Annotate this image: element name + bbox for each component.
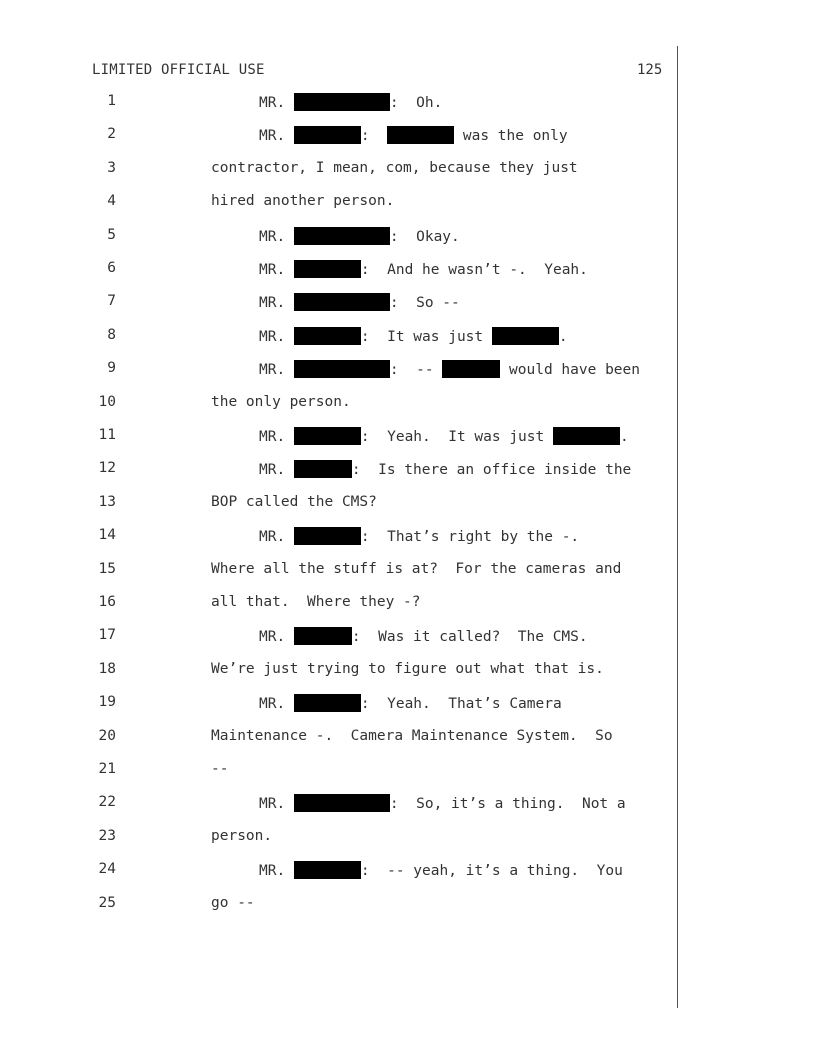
text-segment: MR. (259, 629, 294, 646)
redaction-box (492, 327, 559, 345)
text-segment: person. (211, 827, 273, 844)
line-number: 17 (98, 627, 116, 644)
transcript-line (0, 694, 816, 716)
text-segment: contractor, I mean, com, because they just (211, 159, 578, 176)
line-number: 1 (107, 93, 116, 109)
transcript-line (0, 661, 816, 683)
line-text (259, 694, 562, 712)
text-segment: MR. (259, 262, 294, 278)
text-segment: : Is there an office inside the (351, 462, 632, 479)
line-number: 5 (107, 226, 116, 243)
redaction-box (294, 360, 390, 378)
line-number: 14 (98, 527, 116, 544)
line-text (211, 828, 272, 844)
transcript-line (0, 93, 816, 115)
redaction-box (294, 527, 361, 545)
line-number: 12 (98, 460, 116, 477)
text-segment: all that. Where they -? (211, 594, 421, 610)
text-segment: Where all the stuff is at? For the cameras and (211, 560, 622, 577)
line-text (259, 327, 568, 345)
transcript-line (0, 360, 816, 382)
text-segment: MR. (259, 696, 294, 713)
text-segment: was the only (454, 128, 568, 145)
redaction-box (294, 260, 361, 278)
transcript-line (0, 160, 816, 182)
text-segment: : It was just (360, 328, 492, 345)
page-number: 125 (637, 62, 663, 78)
text-segment: : Was it called? The CMS. (351, 629, 588, 646)
redaction-box (294, 794, 390, 812)
text-segment: : And he wasn’t -. Yeah. (360, 262, 588, 278)
line-number: 22 (98, 794, 116, 811)
line-number: 9 (107, 360, 116, 377)
redaction-box (294, 627, 352, 645)
redaction-box (294, 327, 361, 345)
line-text (211, 895, 255, 911)
line-number: 19 (98, 694, 116, 711)
text-segment: : -- (389, 362, 443, 379)
text-segment: : That’s right by the -. (360, 529, 580, 546)
transcript-line (0, 527, 816, 549)
transcript-line (0, 861, 816, 883)
transcript-line (0, 394, 816, 416)
transcript-line (0, 293, 816, 315)
line-number: 25 (98, 894, 116, 911)
line-text (211, 494, 377, 510)
transcript-line (0, 761, 816, 783)
text-segment: MR. (259, 328, 294, 345)
line-text (259, 527, 579, 545)
line-text (211, 661, 604, 677)
text-segment: MR. (259, 429, 294, 445)
text-segment: MR. (259, 228, 294, 245)
transcript-line (0, 260, 816, 282)
text-segment: : Yeah. That’s Camera (360, 696, 562, 713)
line-text (211, 394, 351, 410)
line-text (211, 594, 421, 610)
line-text (259, 794, 626, 812)
transcript-line (0, 561, 816, 583)
text-segment: MR. (259, 295, 294, 312)
redaction-box (294, 293, 390, 311)
text-segment: MR. (259, 128, 294, 145)
line-number: 15 (98, 560, 116, 577)
transcript-line (0, 494, 816, 516)
line-number: 11 (98, 427, 116, 443)
line-number: 21 (98, 761, 116, 777)
redaction-box (294, 93, 390, 111)
transcript-line (0, 193, 816, 215)
redaction-box (294, 861, 361, 879)
text-segment: the only person. (211, 393, 351, 410)
text-segment: Maintenance -. Camera Maintenance System. So (211, 727, 613, 744)
text-segment: MR. (259, 462, 294, 479)
line-number: 2 (107, 126, 116, 143)
text-segment: -- (211, 761, 229, 777)
redaction-box (387, 126, 454, 144)
line-text (259, 293, 460, 311)
line-text (259, 427, 629, 445)
line-number: 20 (98, 727, 116, 744)
line-number: 24 (98, 861, 116, 878)
text-segment: MR. (259, 529, 294, 546)
line-text (211, 160, 578, 176)
text-segment: : Yeah. It was just (360, 429, 553, 445)
transcript-line (0, 895, 816, 917)
transcript-line (0, 327, 816, 349)
line-text (211, 728, 613, 744)
line-text (259, 126, 568, 144)
text-segment: : -- yeah, it’s a thing. You (360, 863, 623, 880)
transcript-line (0, 126, 816, 148)
line-number: 8 (107, 326, 116, 343)
line-text (211, 561, 621, 577)
text-segment: : So -- (389, 295, 460, 312)
transcript-line (0, 627, 816, 649)
page-header-classification: LIMITED OFFICIAL USE (92, 62, 265, 78)
text-segment: MR. (259, 95, 294, 111)
line-text (259, 227, 460, 245)
redaction-box (553, 427, 620, 445)
redaction-box (294, 427, 361, 445)
text-segment: : Okay. (389, 228, 460, 245)
text-segment: : So, it’s a thing. Not a (389, 796, 626, 813)
redaction-box (294, 694, 361, 712)
line-text (211, 193, 394, 209)
text-segment: go -- (211, 894, 255, 911)
text-segment: : Oh. (389, 95, 443, 111)
transcript-line (0, 227, 816, 249)
line-text (259, 260, 588, 278)
text-segment: MR. (259, 796, 294, 813)
line-number: 16 (98, 594, 116, 610)
text-segment: We’re just trying to figure out what that is. (211, 660, 604, 677)
line-text (259, 460, 631, 478)
text-segment: . (619, 429, 629, 445)
line-text (259, 861, 623, 879)
text-segment: MR. (259, 362, 294, 379)
transcript-line (0, 728, 816, 750)
transcript-line (0, 828, 816, 850)
line-number: 4 (107, 193, 116, 210)
text-segment: would have been (500, 362, 640, 379)
line-number: 3 (107, 159, 116, 176)
line-number: 7 (107, 293, 116, 310)
transcript-line (0, 794, 816, 816)
line-number: 6 (107, 260, 116, 276)
line-text (259, 627, 588, 645)
redaction-box (294, 460, 352, 478)
redaction-box (294, 126, 361, 144)
transcript-line (0, 460, 816, 482)
line-text (259, 360, 640, 378)
line-text (259, 93, 442, 111)
text-segment: MR. (259, 863, 294, 880)
transcript-line (0, 427, 816, 449)
line-number: 10 (98, 393, 116, 410)
line-text (211, 761, 228, 777)
text-segment: hired another person. (211, 193, 395, 210)
line-number: 23 (98, 827, 116, 844)
line-number: 18 (98, 660, 116, 677)
text-segment: BOP called the CMS? (211, 493, 377, 510)
line-number: 13 (98, 493, 116, 510)
redaction-box (294, 227, 390, 245)
transcript-line (0, 594, 816, 616)
text-segment: . (558, 328, 568, 345)
redaction-box (442, 360, 500, 378)
text-segment: : (360, 128, 388, 145)
